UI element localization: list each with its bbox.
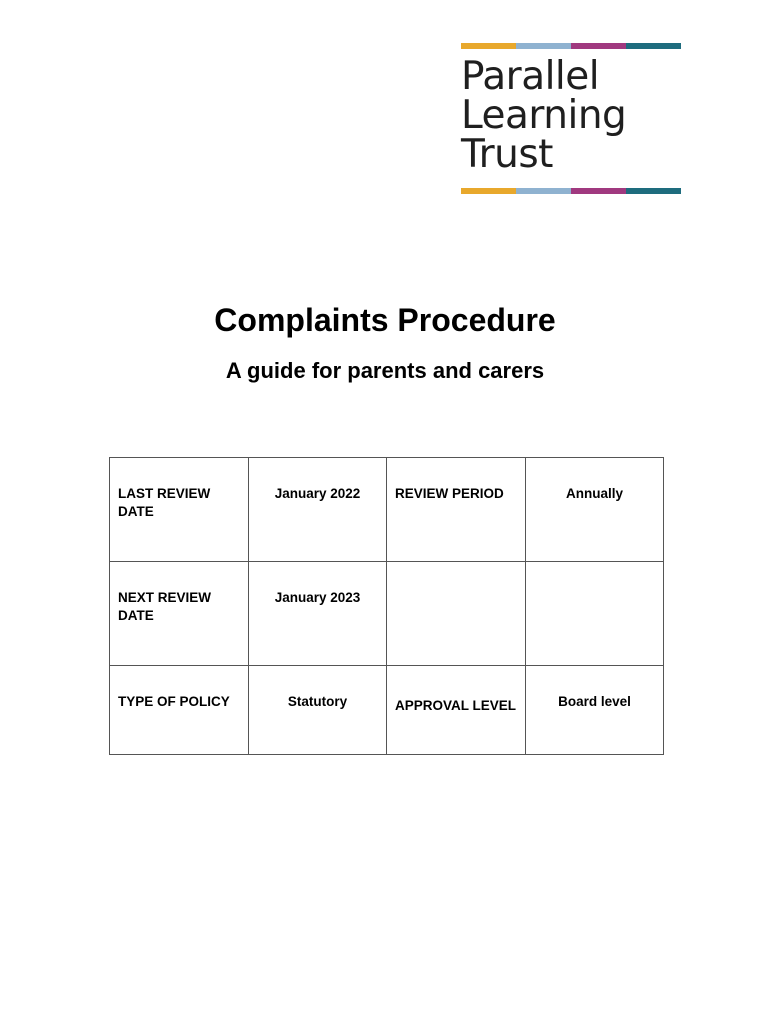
table-cell-value: January 2023 bbox=[249, 562, 387, 666]
logo-text bbox=[461, 54, 691, 177]
logo-line: Trust bbox=[461, 132, 553, 177]
logo-line: Parallel bbox=[461, 54, 600, 99]
review-table bbox=[109, 457, 664, 755]
page-title: Complaints Procedure bbox=[214, 302, 556, 338]
logo-bar-segment bbox=[626, 43, 681, 49]
logo-bar-top bbox=[461, 43, 681, 49]
table-cell-value: Annually bbox=[526, 458, 664, 562]
logo-bar-segment bbox=[516, 188, 571, 194]
logo-bar-segment bbox=[626, 188, 681, 194]
table-cell-empty bbox=[526, 562, 664, 666]
table-cell-label: LAST REVIEW DATE bbox=[110, 458, 249, 562]
page-subtitle: A guide for parents and carers bbox=[225, 358, 545, 383]
table-cell-empty bbox=[387, 562, 526, 666]
table-cell-value: Board level bbox=[526, 666, 664, 755]
table-cell-value: Statutory bbox=[249, 666, 387, 755]
table-row bbox=[110, 666, 664, 755]
table-cell-value: January 2022 bbox=[249, 458, 387, 562]
table-row bbox=[110, 562, 664, 666]
logo-bar-bottom bbox=[461, 188, 681, 194]
table-cell-label: NEXT REVIEW DATE bbox=[110, 562, 249, 666]
table-cell-label: APPROVAL LEVEL bbox=[387, 666, 526, 755]
logo-bar-segment bbox=[571, 43, 626, 49]
table-cell-label: TYPE OF POLICY bbox=[110, 666, 249, 755]
table-row bbox=[110, 458, 664, 562]
logo-bar-segment bbox=[571, 188, 626, 194]
logo-bar-segment bbox=[461, 188, 516, 194]
logo bbox=[461, 43, 681, 195]
table-cell-label: REVIEW PERIOD bbox=[387, 458, 526, 562]
logo-bar-segment bbox=[516, 43, 571, 49]
logo-line: Learning bbox=[461, 93, 627, 138]
logo-bar-segment bbox=[461, 43, 516, 49]
